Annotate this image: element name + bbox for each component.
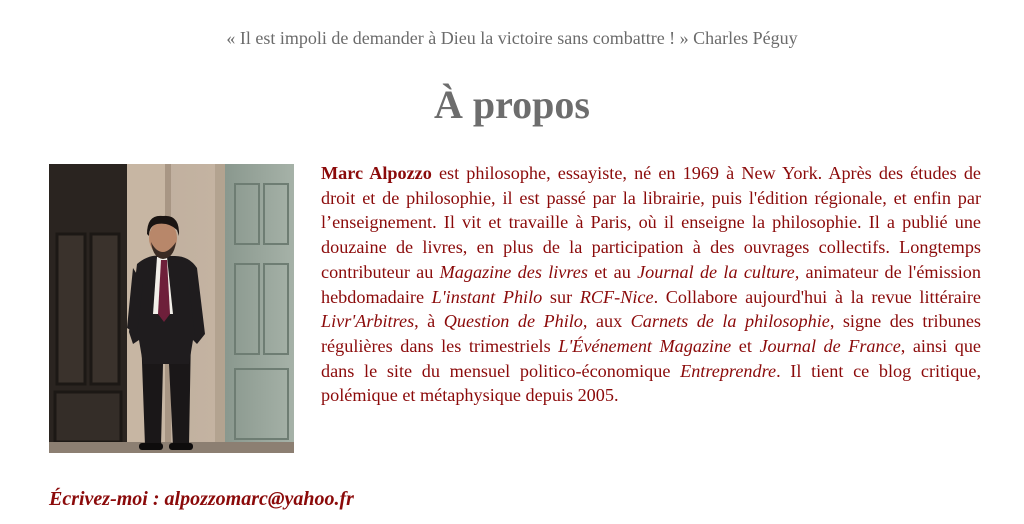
author-photo — [49, 164, 294, 453]
bio-italic-title: L'Événement Magazine — [558, 335, 732, 356]
bio-segment: , à — [414, 311, 444, 332]
contact-email[interactable]: Écrivez-moi : alpozzomarc@yahoo.fr — [49, 488, 354, 510]
bio-segment: et — [731, 335, 760, 356]
bio-italic-title: Journal de France — [759, 335, 901, 356]
bio-segment: . Il tient ce blog critique, polémique et métaphysique depuis 2005. — [321, 360, 981, 406]
header-quote: « Il est impoli de demander à Dieu la victoire sans combattre ! » Charles Péguy — [226, 28, 798, 48]
bio-segment: , signe des tribunes régulières dans les trimestriels — [321, 311, 981, 356]
bio-italic-title: Magazine des livres — [439, 261, 588, 282]
bio-text — [321, 161, 981, 408]
author-name: Marc Alpozzo — [321, 163, 432, 183]
bio-segment: sur — [542, 286, 580, 307]
bio-segment: est philosophe, essayiste, né en 1969 à New York. Après des études de droit et de philosophie, il est passé par la librairie, puis l'édition régionale, et enfin par l’enseignement. Il vit et travaille à Paris, où il enseigne la philosophie. Il a publié une douzaine de livres, en plus de la participation à des ouvrages collectifs. Longtemps contributeur au — [321, 163, 981, 282]
bio-italic-title: Question de Philo — [443, 311, 583, 332]
bio-italic-title: Journal de la culture, — [637, 261, 800, 282]
bio-italic-title: Livr'Arbitres — [321, 311, 415, 332]
bio-italic-title: RCF-Nice — [579, 286, 654, 307]
bio-segment: animateur de l'émission hebdomadaire — [321, 261, 981, 307]
bio-segment: , ainsi que dans le site du mensuel politico-économique — [321, 335, 981, 381]
bio-segment: et au — [587, 261, 638, 282]
bio-segment: , aux — [582, 311, 631, 332]
bio-italic-title: Entreprendre — [680, 360, 777, 381]
bio-italic-title: Carnets de la philosophie — [630, 311, 830, 332]
page-title: À propos — [434, 82, 590, 127]
bio-segment: . Collabore aujourd'hui à la revue littéraire — [653, 286, 982, 307]
bio-italic-title: L'instant Philo — [431, 286, 543, 307]
